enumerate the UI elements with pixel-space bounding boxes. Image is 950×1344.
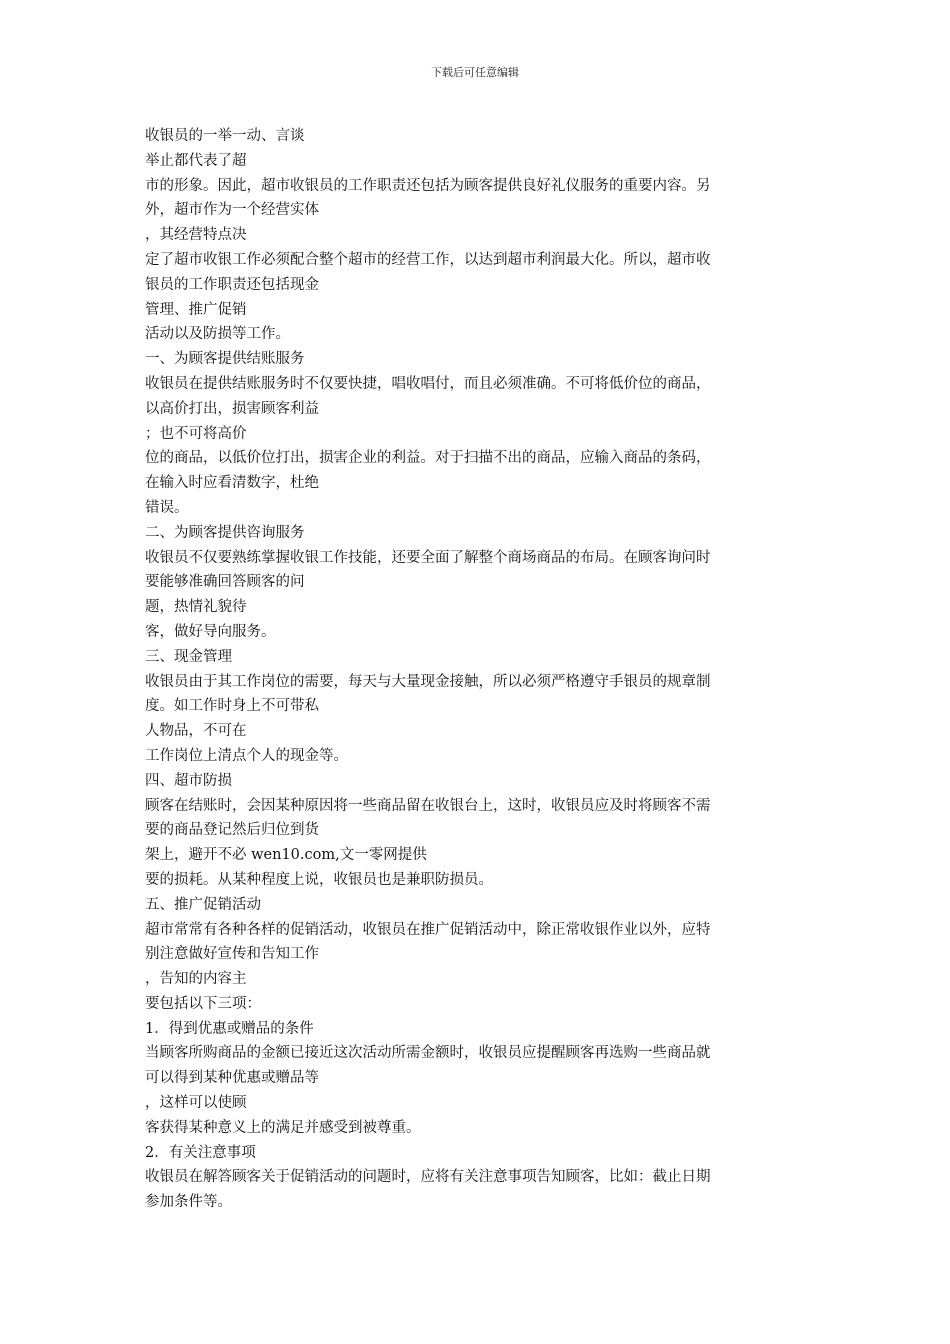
text-line: 超市常常有各种各样的促销活动，收银员在推广促销活动中，除正常收银作业以外，应特 — [145, 921, 711, 938]
text-line: 以高价打出，损害顾客利益 — [145, 400, 319, 417]
section-heading: 四、超市防损 — [145, 772, 232, 789]
text-line: 收银员的一举一动、言谈 — [145, 128, 305, 144]
text-line: 当顾客所购商品的金额已接近这次活动所需金额时，收银员应提醒顾客再选购一些商品就 — [145, 1045, 711, 1062]
text-line: 要的损耗。从某种程度上说，收银员也是兼职防损员。 — [145, 871, 493, 888]
text-line: ，其经营特点决 — [145, 227, 247, 244]
subsection-heading: 2．有关注意事项 — [145, 1144, 256, 1161]
text-line: 收银员不仅要熟练掌握收银工作技能，还要全面了解整个商场商品的布局。在顾客询问时 — [145, 549, 711, 566]
text-line: 定了超市收银工作必须配合整个超市的经营工作，以达到超市利润最大化。所以，超市收 — [145, 251, 711, 268]
text-line: ，告知的内容主 — [145, 971, 247, 988]
text-line: 题，热情礼貌待 — [145, 599, 247, 616]
text-line: 举止都代表了超 — [145, 152, 247, 169]
text-line: 人物品，不可在 — [145, 723, 247, 740]
text-line: 外，超市作为一个经营实体 — [145, 202, 319, 219]
text-line: ，这样可以使顾 — [145, 1095, 247, 1112]
text-line: 参加条件等。 — [145, 1194, 232, 1211]
text-line: 顾客在结账时，会因某种原因将一些商品留在收银台上，这时，收银员应及时将顾客不需 — [145, 797, 711, 814]
text-line: 客，做好导向服务。 — [145, 623, 276, 640]
text-line: 要包括以下三项： — [145, 995, 261, 1012]
text-line: 市的形象。因此，超市收银员的工作职责还包括为顾客提供良好礼仪服务的重要内容。另 — [145, 177, 711, 194]
text-line: 位的商品，以低价位打出，损害企业的利益。对于扫描不出的商品，应输入商品的条码， — [145, 450, 711, 467]
text-line: 工作岗位上清点个人的现金等。 — [145, 747, 348, 764]
text-line: 管理、推广促销 — [145, 301, 247, 318]
page-header: 下载后可任意编辑 — [431, 66, 519, 79]
text-line: 客获得某种意义上的满足并感受到被尊重。 — [145, 1119, 421, 1136]
text-line: 要能够准确回答顾客的问 — [145, 574, 305, 591]
text-line: 要的商品登记然后归位到货 — [145, 822, 319, 839]
text-line: ；也不可将高价 — [145, 425, 247, 442]
text-line: 可以得到某种优惠或赠品等 — [145, 1070, 319, 1087]
section-heading: 五、推广促销活动 — [145, 896, 261, 913]
text-line: 架上，避开不必 wen10.com,文一零网提供 — [145, 847, 427, 864]
text-line: 在输入时应看清数字，杜绝 — [145, 475, 319, 492]
text-line: 收银员由于其工作岗位的需要，每天与大量现金接触，所以必须严格遵守手银员的规章制 — [145, 673, 711, 690]
text-line: 别注意做好宣传和告知工作 — [145, 946, 319, 963]
subsection-heading: 1．得到优惠或赠品的条件 — [145, 1020, 314, 1037]
section-heading: 一、为顾客提供结账服务 — [145, 351, 305, 368]
section-heading: 三、现金管理 — [145, 648, 232, 665]
text-line: 收银员在提供结账服务时不仅要快捷，唱收唱付，而且必须准确。不可将低价位的商品， — [145, 375, 711, 392]
text-line: 银员的工作职责还包括现金 — [145, 276, 319, 293]
text-line: 错误。 — [145, 499, 189, 516]
section-heading: 二、为顾客提供咨询服务 — [145, 524, 305, 541]
document-body — [145, 124, 810, 1215]
text-line: 活动以及防损等工作。 — [145, 326, 290, 343]
text-line: 收银员在解答顾客关于促销活动的问题时，应将有关注意事项告知顾客，比如：截止日期 — [145, 1169, 711, 1186]
text-line: 度。如工作时身上不可带私 — [145, 698, 319, 715]
